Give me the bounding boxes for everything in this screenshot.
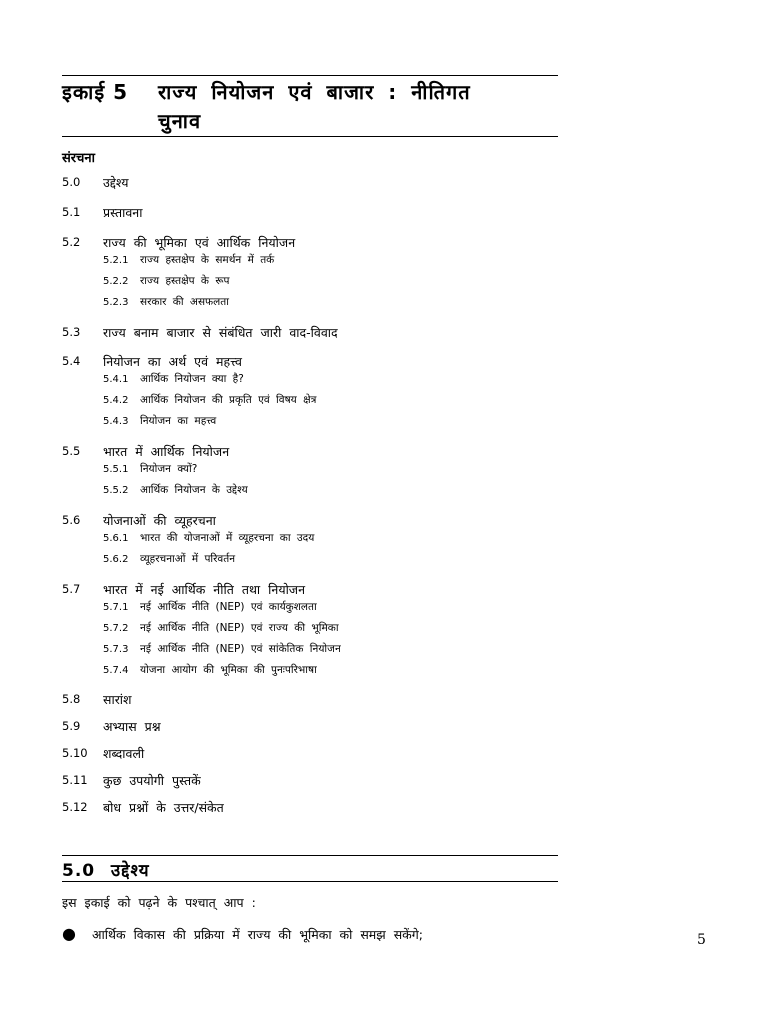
toc-subentry-text: आर्थिक नियोजन की प्रकृति एवं विषय क्षेत्र (140, 394, 317, 406)
toc-subentry-text: नई आर्थिक नीति (NEP) एवं कार्यकुशलता (140, 601, 317, 613)
toc-subentry-number: 5.4.1 (103, 374, 129, 385)
toc-subentry-text: सरकार की असफलता (140, 296, 229, 308)
toc-subentry (62, 250, 562, 271)
toc-entry-number: 5.7 (62, 582, 81, 596)
toc-subentry-text: राज्य हस्तक्षेप के रूप (140, 275, 230, 287)
toc-entry (62, 204, 562, 221)
bullet-text: आर्थिक विकास की प्रक्रिया में राज्य की भूमिका को समझ सकेंगे; (92, 927, 423, 942)
toc-subentry (62, 660, 562, 681)
toc-entry-text: कुछ उपयोगी पुस्तकें (103, 773, 201, 788)
toc-entry-text: प्रस्तावना (103, 205, 143, 220)
toc-entry (62, 234, 562, 251)
toc-subentry-text: भारत की योजनाओं में व्यूहरचना का उदय (140, 532, 315, 544)
section-bottom-rule (62, 881, 558, 882)
unit-title-line2: चुनाव (158, 109, 202, 133)
toc-subentry-number: 5.2.1 (103, 255, 129, 266)
toc-subentry (62, 549, 562, 570)
toc-subentry-number: 5.7.3 (103, 644, 129, 655)
structure-heading: संरचना (62, 151, 95, 166)
toc-entry (62, 718, 562, 735)
toc-subentry (62, 597, 562, 618)
toc-subentry-number: 5.4.3 (103, 416, 129, 427)
toc-subentry-text: नियोजन का महत्त्व (140, 415, 217, 427)
toc-entry-number: 5.12 (62, 800, 88, 814)
toc-entry-text: राज्य बनाम बाजार से संबंधित जारी वाद-विवाद (103, 325, 338, 340)
toc-subentry-number: 5.6.1 (103, 533, 129, 544)
toc-entry-number: 5.9 (62, 719, 81, 733)
toc-entry (62, 799, 562, 816)
toc-entry-number: 5.4 (62, 354, 81, 368)
toc-entry-number: 5.11 (62, 773, 88, 787)
toc-entry-text: अभ्यास प्रश्न (103, 719, 161, 734)
toc-subentry-text: व्यूहरचनाओं में परिवर्तन (140, 553, 236, 565)
section-heading (62, 858, 150, 881)
toc-entry-number: 5.6 (62, 513, 81, 527)
bullet-icon: ● (62, 924, 76, 943)
unit-title (62, 78, 471, 133)
top-rule (62, 75, 558, 76)
toc-entry-number: 5.3 (62, 325, 81, 339)
toc-entry-text: बोध प्रश्नों के उत्तर/संकेत (103, 800, 224, 815)
toc-subentry (62, 292, 562, 313)
toc-entry-text: उद्देश्य (103, 175, 129, 190)
toc-entry (62, 745, 562, 762)
section-title: उद्देश्य (110, 861, 150, 881)
toc-entry (62, 353, 562, 370)
section-top-rule (62, 855, 558, 856)
toc-subentry-text: आर्थिक नियोजन क्या है? (140, 373, 244, 385)
toc-subentry-text: आर्थिक नियोजन के उद्देश्य (140, 484, 248, 496)
toc-subentry-text: राज्य हस्तक्षेप के समर्थन में तर्क (140, 254, 275, 266)
toc-subentry-text: नियोजन क्यों? (140, 463, 198, 475)
toc-subentry-number: 5.6.2 (103, 554, 129, 565)
toc-entry-number: 5.0 (62, 175, 81, 189)
toc-entry (62, 512, 562, 529)
intro-text: इस इकाई को पढ़ने के पश्चात् आप : (62, 895, 256, 910)
toc-subentry (62, 459, 562, 480)
toc-entry-text: भारत में आर्थिक नियोजन (103, 444, 230, 459)
toc-subentry-text: नई आर्थिक नीति (NEP) एवं राज्य की भूमिका (140, 622, 339, 634)
toc-subentry (62, 639, 562, 660)
toc-subentry-number: 5.5.1 (103, 464, 129, 475)
toc-entry (62, 581, 562, 598)
toc-entry-text: सारांश (103, 692, 132, 707)
toc-entry (62, 174, 562, 191)
toc-entry-number: 5.2 (62, 235, 81, 249)
toc-subentry-number: 5.2.3 (103, 297, 129, 308)
toc-subentry-number: 5.2.2 (103, 276, 129, 287)
unit-label: इकाई 5 (62, 80, 129, 104)
toc-subentry (62, 618, 562, 639)
toc-entry (62, 324, 562, 341)
toc-entry (62, 772, 562, 789)
toc-subentry-text: नई आर्थिक नीति (NEP) एवं सांकेतिक नियोजन (140, 643, 341, 655)
section-number: 5.0 (62, 861, 96, 881)
toc-entry-text: राज्य की भूमिका एवं आर्थिक नियोजन (103, 235, 296, 250)
toc-subentry-text: योजना आयोग की भूमिका की पुनःपरिभाषा (140, 664, 317, 676)
title-bottom-rule (62, 136, 558, 137)
toc-subentry-number: 5.7.4 (103, 665, 129, 676)
toc-subentry-number: 5.4.2 (103, 395, 129, 406)
toc-entry-number: 5.5 (62, 444, 81, 458)
table-of-contents (62, 174, 562, 816)
toc-subentry (62, 369, 562, 390)
toc-subentry-number: 5.7.2 (103, 623, 129, 634)
toc-entry-number: 5.8 (62, 692, 81, 706)
toc-entry-number: 5.1 (62, 205, 81, 219)
toc-entry-text: योजनाओं की व्यूहरचना (103, 513, 216, 528)
unit-title-line1: राज्य नियोजन एवं बाजार : नीतिगत (158, 80, 471, 104)
toc-entry-text: भारत में नई आर्थिक नीति तथा नियोजन (103, 582, 306, 597)
toc-subentry (62, 411, 562, 432)
toc-entry (62, 443, 562, 460)
toc-entry-text: नियोजन का अर्थ एवं महत्त्व (103, 354, 242, 369)
toc-subentry-number: 5.5.2 (103, 485, 129, 496)
toc-subentry (62, 390, 562, 411)
toc-entry-number: 5.10 (62, 746, 88, 760)
toc-subentry (62, 480, 562, 501)
page-number: 5 (697, 932, 706, 948)
toc-subentry (62, 528, 562, 549)
toc-entry-text: शब्दावली (103, 746, 145, 761)
toc-entry (62, 691, 562, 708)
toc-subentry-number: 5.7.1 (103, 602, 129, 613)
toc-subentry (62, 271, 562, 292)
